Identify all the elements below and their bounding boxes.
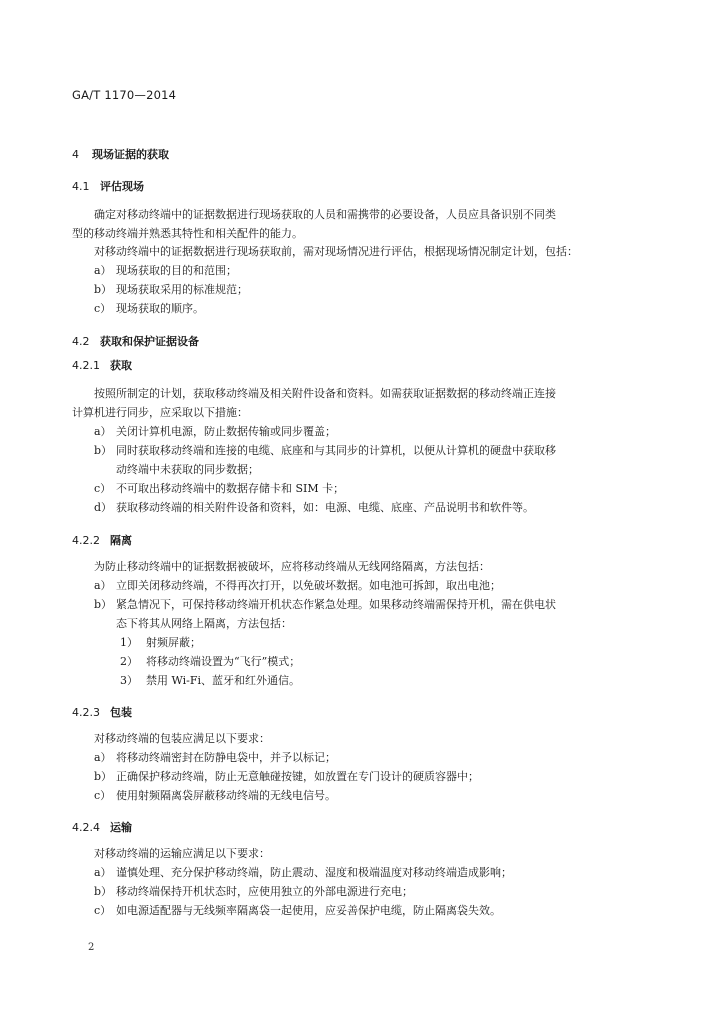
list-item (94, 501, 634, 515)
list-text: 禁用 Wi-Fi、蓝牙和红外通信。 (146, 674, 300, 687)
list-marker: 2） (120, 655, 138, 668)
list-text: 将移动终端设置为“飞行”模式； (146, 655, 301, 668)
list-item (94, 866, 634, 880)
paragraph-line: 对移动终端中的证据数据进行现场获取前，需对现场情况进行评估，根据现场情况制定计划，包括： (94, 245, 578, 258)
list-marker: a） (94, 264, 112, 277)
list-marker: c） (94, 302, 112, 315)
list-text: 现场获取采用的标准规范； (116, 283, 248, 296)
list-item (94, 789, 634, 803)
paragraph-line: 按照所制定的计划，获取移动终端及相关附件设备和资料。如需获取证据数据的移动终端正连接 (94, 387, 556, 400)
list-item (94, 482, 634, 496)
section-4-heading (72, 146, 169, 162)
section-number: 4.2.2 (72, 534, 100, 547)
section-title: 现场证据的获取 (92, 148, 169, 161)
section-4-1-heading (72, 178, 144, 194)
section-number: 4.2 (72, 335, 90, 348)
list-text: 动终端中未获取的同步数据； (116, 463, 259, 476)
list-text: 同时获取移动终端和连接的电缆、底座和与其同步的计算机，以便从计算机的硬盘中获取移 (116, 444, 556, 457)
list-text: 射频屏蔽； (146, 636, 201, 649)
list-text: 态下将其从网络上隔离，方法包括： (116, 617, 292, 630)
section-number: 4 (72, 148, 79, 161)
list-text: 谨慎处理、充分保护移动终端，防止震动、湿度和极端温度对移动终端造成影响； (116, 866, 512, 879)
section-title: 隔离 (110, 534, 132, 547)
section-number: 4.2.3 (72, 706, 100, 719)
paragraph-line: 确定对移动终端中的证据数据进行现场获取的人员和需携带的必要设备，人员应具备识别不同类 (94, 208, 556, 221)
list-text: 现场获取的目的和范围； (116, 264, 237, 277)
list-text: 如电源适配器与无线频率隔离袋一起使用，应妥善保护电缆，防止隔离袋失效。 (116, 904, 501, 917)
list-text: 移动终端保持开机状态时，应使用独立的外部电源进行充电； (116, 885, 413, 898)
list-item (94, 264, 494, 278)
list-text: 紧急情况下，可保持移动终端开机状态作紧急处理。如果移动终端需保持开机，需在供电状 (116, 598, 556, 611)
standard-code-header: GA/T 1170—2014 (72, 88, 177, 102)
list-marker: c） (94, 482, 112, 495)
paragraph-line: 计算机进行同步，应采取以下措施： (72, 406, 248, 419)
list-marker: b） (94, 444, 113, 457)
list-item (94, 770, 634, 784)
section-4-2-2-heading (72, 532, 132, 548)
section-title: 评估现场 (100, 180, 144, 193)
list-marker: c） (94, 789, 112, 802)
section-title: 获取和保护证据设备 (100, 335, 199, 348)
section-4-2-1-heading (72, 357, 132, 373)
list-item (94, 598, 634, 631)
list-text: 不可取出移动终端中的数据存储卡和 SIM 卡； (116, 482, 345, 495)
list-marker: 3） (120, 674, 138, 687)
list-text: 关闭计算机电源，防止数据传输或同步覆盖； (116, 425, 336, 438)
list-marker: b） (94, 885, 113, 898)
list-item (94, 425, 634, 439)
paragraph-line: 型的移动终端并熟悉其特性和相关配件的能力。 (72, 227, 303, 240)
list-marker: a） (94, 425, 112, 438)
list-text: 正确保护移动终端，防止无意触碰按键，如放置在专门设计的硬质容器中； (116, 770, 479, 783)
sub-list-item (120, 674, 520, 688)
sub-list-item (120, 636, 520, 650)
section-4-2-3-heading (72, 704, 132, 720)
list-marker: c） (94, 904, 112, 917)
list-item (94, 579, 634, 593)
section-number: 4.2.4 (72, 821, 100, 834)
list-text: 将移动终端密封在防静电袋中，并予以标记； (116, 751, 336, 764)
paragraph-line: 对移动终端的包装应满足以下要求： (94, 732, 270, 745)
list-item (94, 444, 634, 477)
list-marker: a） (94, 866, 112, 879)
list-marker: d） (94, 501, 113, 514)
list-marker: b） (94, 770, 113, 783)
list-text: 使用射频隔离袋屏蔽移动终端的无线电信号。 (116, 789, 336, 802)
section-title: 获取 (110, 359, 132, 372)
list-item (94, 302, 494, 316)
list-text: 现场获取的顺序。 (116, 302, 204, 315)
list-item (94, 283, 494, 297)
paragraph-line: 对移动终端的运输应满足以下要求： (94, 847, 270, 860)
paragraph-line: 为防止移动终端中的证据数据被破坏，应将移动终端从无线网络隔离，方法包括： (94, 560, 490, 573)
section-4-2-heading (72, 333, 199, 349)
sub-list-item (120, 655, 520, 669)
section-title: 运输 (110, 821, 132, 834)
list-marker: a） (94, 579, 112, 592)
section-number: 4.2.1 (72, 359, 100, 372)
list-item (94, 885, 634, 899)
list-item (94, 751, 634, 765)
list-marker: a） (94, 751, 112, 764)
list-item (94, 904, 634, 918)
section-title: 包装 (110, 706, 132, 719)
page-number: 2 (88, 942, 95, 953)
list-marker: b） (94, 598, 113, 611)
list-text: 获取移动终端的相关附件设备和资料，如：电源、电缆、底座、产品说明书和软件等。 (116, 501, 534, 514)
list-marker: 1） (120, 636, 138, 649)
list-marker: b） (94, 283, 113, 296)
section-number: 4.1 (72, 180, 90, 193)
section-4-2-4-heading (72, 819, 132, 835)
list-text: 立即关闭移动终端，不得再次打开，以免破坏数据。如电池可拆卸，取出电池； (116, 579, 501, 592)
